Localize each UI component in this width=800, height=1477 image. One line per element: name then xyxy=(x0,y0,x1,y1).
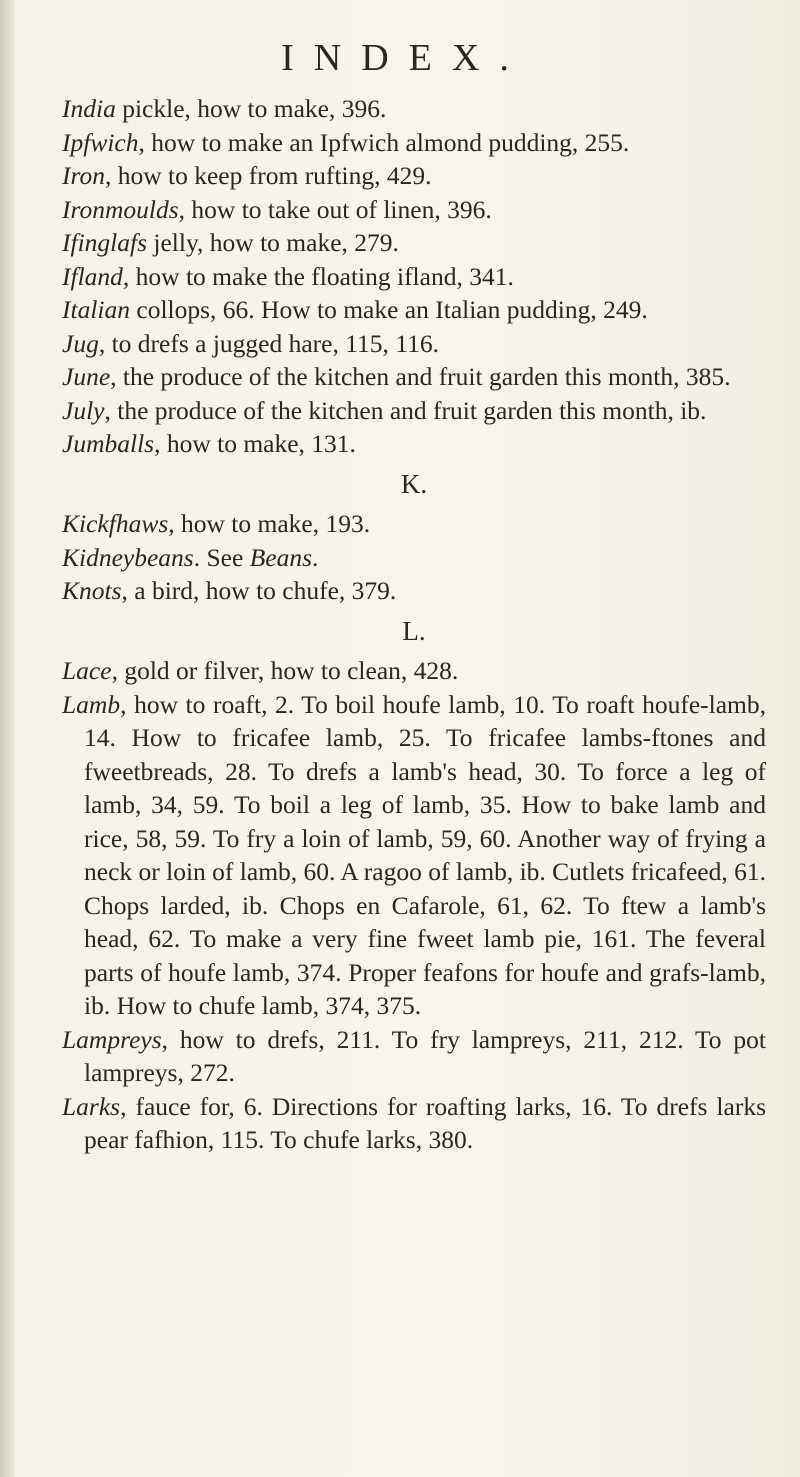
entry-term: Lace xyxy=(62,656,112,685)
entry-text: , a bird, how to chufe, 379. xyxy=(121,576,397,605)
entry-text: . See xyxy=(193,542,250,572)
index-entry xyxy=(62,159,766,193)
page-gutter xyxy=(0,0,14,1477)
entry-text: , to drefs a jugged hare, 115, 116. xyxy=(98,328,439,358)
entry-text: , how to make the floating ifland, 341. xyxy=(122,261,514,291)
index-entry xyxy=(62,688,766,1023)
entry-term: June xyxy=(62,362,111,391)
entry-term: Italian xyxy=(62,295,130,324)
index-entry xyxy=(62,92,766,126)
section-letter-l: L. xyxy=(402,615,426,646)
section-letter-k: K. xyxy=(400,468,428,499)
entry-text: , how to drefs, 211. To fry lampreys, 211, 212. To pot lampreys, 272. xyxy=(84,1024,766,1087)
index-entry xyxy=(62,360,766,394)
entry-text: , how to take out of linen, 396. xyxy=(178,194,492,224)
entry-term: Iron xyxy=(62,161,105,190)
entry-text: , how to make, 193. xyxy=(168,509,371,538)
entry-term: Lamb xyxy=(62,689,121,719)
index-entry xyxy=(62,507,766,541)
entry-term: Ifland xyxy=(62,261,123,291)
entry-term: India xyxy=(62,94,116,123)
entry-term: Jumballs xyxy=(62,429,155,458)
entry-cross-reference: Beans xyxy=(249,542,313,572)
index-entry xyxy=(62,574,766,608)
index-entry xyxy=(62,394,766,428)
index-entry xyxy=(62,126,766,160)
entry-term: Kickfhaws xyxy=(62,509,169,538)
entry-term: Ifinglafs xyxy=(62,228,148,257)
entry-text: pickle, how to make, 396. xyxy=(115,94,387,123)
entry-text-end: . xyxy=(312,542,319,572)
index-entry xyxy=(62,327,766,361)
entry-term: Knots xyxy=(62,576,122,605)
entry-term: Kidneybeans xyxy=(62,542,194,572)
entry-text: , how to roaft, 2. To boil houfe lamb, 10. To roaft houfe-lamb, 14. How to fricafee lamb, 25. To fricafee lambs-ftones and fweetbreads, 28. To drefs a lamb's head, 30. To force a leg of lamb, 34, 59. To boil a leg of lamb, 35. How to bake lamb and rice, 58, 59. To fry a loin of lamb, 59, 60. Another way of frying a neck or loin of lamb, 60. A ragoo of lamb, ib. Cutlets fricafeed, 61. Chops larded, ib. Chops en Cafarole, 61, 62. To ftew a lamb's head, 62. To make a very fine fweet lamb pie, 161. The feveral parts of houfe lamb, 374. Proper feafons for houfe and grafs-lamb, ib. How to chufe lamb, 374, 375. xyxy=(84,689,766,1020)
entry-text: , how to make an Ipfwich almond pudding, 255. xyxy=(138,127,630,157)
entry-term: Lampreys xyxy=(62,1024,162,1054)
entry-text: , gold or filver, how to clean, 428. xyxy=(111,656,459,685)
index-entry xyxy=(62,226,766,260)
index-entry xyxy=(62,1090,766,1157)
index-entry xyxy=(62,541,766,575)
entry-text: , how to make, 131. xyxy=(154,429,356,458)
index-content xyxy=(62,92,766,1157)
index-entry xyxy=(62,427,766,461)
index-entry xyxy=(62,260,766,294)
entry-text: , the produce of the kitchen and fruit garden this month, ib. xyxy=(104,395,707,425)
index-entry xyxy=(62,293,766,327)
index-entry xyxy=(62,193,766,227)
entry-term: Ironmoulds xyxy=(62,194,179,224)
entry-term: Jug xyxy=(62,328,99,358)
entry-term: Larks xyxy=(62,1091,121,1121)
index-entry xyxy=(62,1023,766,1090)
entry-term: Ipfwich xyxy=(62,127,139,157)
page-header: INDEX. xyxy=(281,37,529,79)
entry-text: jelly, how to make, 279. xyxy=(147,228,399,257)
entry-term: July xyxy=(62,395,105,425)
entry-text: collops, 66. How to make an Italian pudding, 249. xyxy=(130,295,648,324)
entry-text: , the produce of the kitchen and fruit garden this month, 385. xyxy=(110,362,731,391)
entry-text: , how to keep from rufting, 429. xyxy=(104,161,432,190)
index-entry xyxy=(62,654,766,688)
entry-text: , fauce for, 6. Directions for roafting larks, 16. To drefs larks pear fafhion, 115. To chufe larks, 380. xyxy=(84,1091,766,1154)
